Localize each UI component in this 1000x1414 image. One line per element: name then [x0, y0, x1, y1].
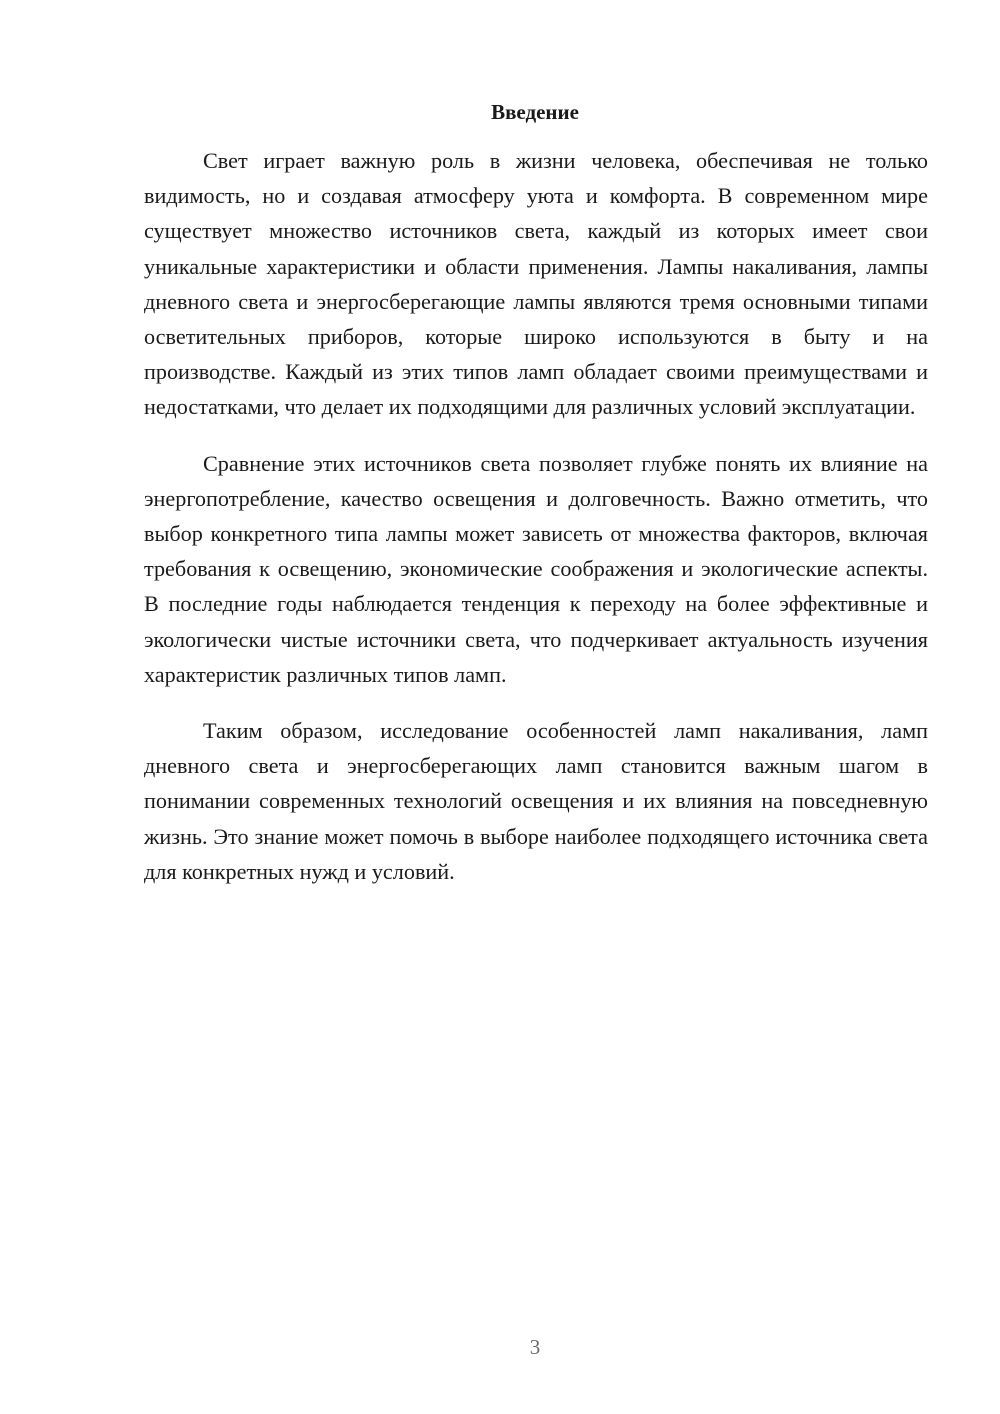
paragraph-2: Сравнение этих источников света позволяет глубже понять их влияние на энергопотребление, качество освещения и долговечность. Важно отметить, что выбор конкретного типа лампы может зависеть от множества факторов, включая требования к освещению, экономические соображения и экологические аспекты. В последние годы наблюдается тенденция к переходу на более эффективные и экологически чистые источники света, что подчеркивает актуальность изучения характеристик различных типов ламп.	[144, 450, 928, 687]
page-number: 3	[529, 1335, 541, 1359]
section-title: Введение	[491, 100, 579, 124]
paragraph-3: Таким образом, исследование особенностей ламп накаливания, ламп дневного света и энергосберегающих ламп становится важным шагом в понимании современных технологий освещения и их влияния на повседневную жизнь. Это знание может помочь в выборе наиболее подходящего источника света для конкретных нужд и условий.	[144, 718, 928, 884]
paragraph-1: Свет играет важную роль в жизни человека, обеспечивая не только видимость, но и создавая атмосферу уюта и комфорта. В современном мире существует множество источников света, каждый из которых имеет свои уникальные характеристики и области применения. Лампы накаливания, лампы дневного света и энергосберегающие лампы являются тремя основными типами осветительных приборов, которые широко используются в быту и на производстве. Каждый из этих типов ламп обладает своими преимуществами и недостатками, что делает их подходящими для различных условий эксплуатации.	[144, 148, 928, 420]
body-text	[144, 143, 928, 910]
